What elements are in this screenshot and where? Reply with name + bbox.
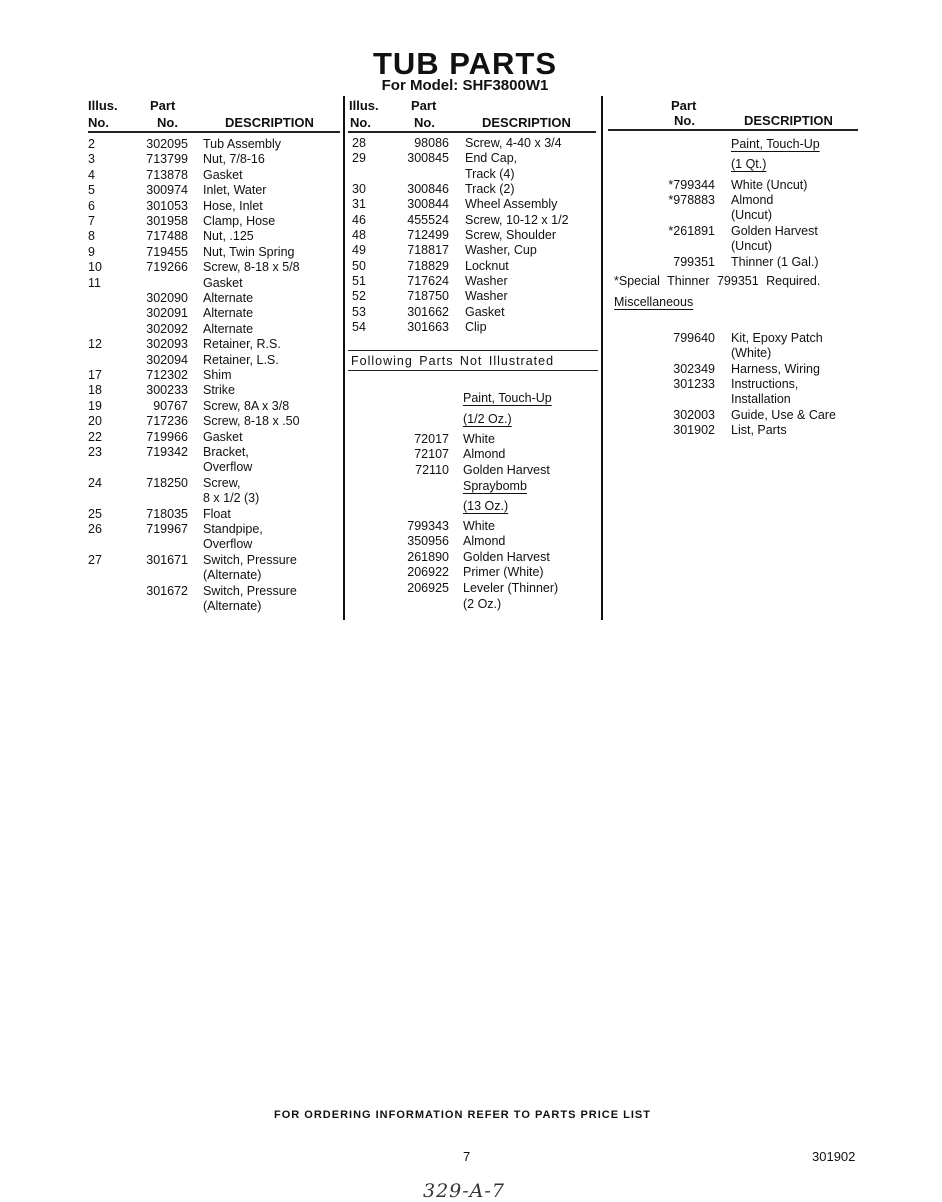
- part-description: Track (4): [465, 166, 515, 181]
- part-number: 719966: [146, 429, 188, 444]
- part-description: Nut, Twin Spring: [203, 244, 295, 259]
- part-description: (Uncut): [731, 239, 772, 253]
- part-description: Retainer, R.S.: [203, 337, 281, 352]
- part-header-right: Part: [671, 98, 697, 113]
- part-number: 719266: [146, 260, 188, 275]
- part-description: Washer, Cup: [465, 243, 537, 258]
- part-number: 206925: [407, 581, 449, 595]
- header-rule-right: [608, 129, 858, 131]
- illus-number: 46: [352, 212, 366, 227]
- part-description: (Alternate): [203, 568, 262, 583]
- part-number: 302095: [146, 137, 188, 151]
- part-number: 72017: [414, 432, 449, 446]
- illus-number: 12: [88, 337, 102, 352]
- part-description: (White): [731, 346, 772, 360]
- part-description: Nut, .125: [203, 229, 254, 244]
- illus-number: 49: [352, 243, 366, 258]
- part-description: Inlet, Water: [203, 183, 267, 198]
- part-description: (13 Oz.): [463, 499, 509, 513]
- illus-number: 17: [88, 368, 102, 382]
- misc-heading: Miscellaneous: [614, 295, 694, 309]
- part-number: 301902: [673, 423, 715, 437]
- section-rule: [348, 350, 598, 351]
- part-description: Clamp, Hose: [203, 214, 276, 228]
- part-number: 455524: [407, 212, 449, 227]
- part-no-header-mid: No.: [414, 115, 435, 130]
- illus-number: 53: [352, 304, 366, 319]
- description-header: DESCRIPTION: [225, 115, 314, 130]
- part-number: 300974: [146, 183, 188, 198]
- section-rule: [348, 370, 598, 371]
- illus-number: 26: [88, 522, 102, 536]
- part-number: 799343: [407, 519, 449, 533]
- part-number: 718817: [407, 243, 449, 258]
- part-description: (Alternate): [203, 599, 262, 613]
- part-description: Overflow: [203, 460, 253, 475]
- illus-number: 8: [88, 229, 95, 244]
- part-description: Thinner (1 Gal.): [731, 255, 819, 269]
- illus-number: 52: [352, 289, 366, 304]
- part-description: Alternate: [203, 321, 254, 336]
- column-divider: [601, 96, 603, 620]
- illus-number: 48: [352, 227, 366, 242]
- part-number: 261890: [407, 550, 449, 564]
- special-note: *Special Thinner 799351 Required.: [614, 274, 821, 288]
- illus-number: 50: [352, 258, 366, 273]
- part-number: 718035: [146, 506, 188, 521]
- part-description: Screw, 4-40 x 3/4: [465, 136, 562, 150]
- illus-number: 22: [88, 429, 102, 444]
- part-number: 72107: [414, 447, 449, 461]
- model-subtitle: For Model: SHF3800W1: [381, 77, 549, 94]
- part-description: Screw, 8A x 3/8: [203, 398, 290, 413]
- part-description: Switch, Pressure: [203, 552, 297, 567]
- part-number: 301672: [146, 583, 188, 598]
- part-description: Golden Harvest: [463, 463, 550, 477]
- illus-number: 31: [352, 197, 366, 212]
- part-number: 713878: [146, 167, 188, 182]
- part-description: Track (2): [465, 181, 515, 196]
- part-description: (1 Qt.): [731, 157, 767, 171]
- part-description: Golden Harvest: [731, 224, 818, 238]
- part-description: White (Uncut): [731, 178, 808, 192]
- handwritten-note: 329-A-7: [423, 1180, 505, 1202]
- part-number: 300844: [407, 197, 449, 212]
- part-number: 718250: [146, 475, 188, 490]
- part-number: 98086: [414, 136, 449, 150]
- illus-number: 2: [88, 137, 95, 151]
- part-description: Clip: [465, 319, 487, 334]
- part-description: (1/2 Oz.): [463, 412, 512, 426]
- part-number: 302090: [146, 291, 188, 305]
- part-number: 72110: [415, 463, 449, 477]
- part-description: Almond: [731, 193, 774, 207]
- part-number: 90767: [153, 398, 188, 413]
- part-description: Switch, Pressure: [203, 583, 297, 598]
- part-number: 799351: [673, 255, 715, 269]
- part-no-header: No.: [157, 115, 178, 130]
- part-number: 302093: [146, 337, 188, 352]
- part-number: 719967: [146, 522, 188, 536]
- part-number: 301233: [673, 377, 715, 391]
- part-description: Instructions,: [731, 377, 799, 391]
- illus-number: 23: [88, 445, 102, 459]
- illus-no-header: No.: [88, 115, 109, 130]
- part-description: List, Parts: [731, 423, 787, 437]
- part-description: Alternate: [203, 306, 254, 321]
- part-description: (Uncut): [731, 208, 772, 222]
- illus-number: 51: [352, 273, 366, 288]
- part-description: Locknut: [465, 258, 509, 273]
- header-rule-mid: [348, 131, 596, 133]
- part-description: (2 Oz.): [463, 597, 502, 611]
- illus-number: 11: [88, 275, 101, 290]
- part-description: Spraybomb: [463, 479, 527, 493]
- part-description: Retainer, L.S.: [203, 352, 279, 367]
- illus-number: 27: [88, 552, 102, 567]
- part-number: 713799: [146, 152, 188, 167]
- part-number: 719455: [146, 244, 188, 259]
- part-description: Gasket: [203, 167, 243, 182]
- part-description: Almond: [463, 447, 506, 461]
- illus-no-header-mid: No.: [350, 115, 371, 130]
- part-number: 302091: [146, 306, 188, 321]
- illus-number: 25: [88, 506, 102, 521]
- header-rule: [88, 131, 340, 133]
- illus-number: 18: [88, 383, 102, 398]
- part-number: 302094: [146, 352, 188, 367]
- part-number: 302003: [673, 408, 715, 422]
- illus-header-mid: Illus.: [349, 98, 379, 113]
- part-description: Hose, Inlet: [203, 198, 263, 213]
- part-number: 350956: [407, 534, 449, 548]
- part-description: Screw, 8-18 x 5/8: [203, 260, 300, 275]
- part-description: Standpipe,: [203, 522, 263, 536]
- part-description: Gasket: [203, 275, 243, 290]
- part-description: White: [463, 519, 495, 533]
- description-header-right: DESCRIPTION: [744, 113, 833, 128]
- part-description: Paint, Touch-Up: [463, 391, 552, 405]
- illus-number: 19: [88, 398, 102, 413]
- illus-number: 54: [352, 319, 366, 334]
- part-number: 719342: [146, 445, 188, 459]
- part-no-header-right: No.: [674, 113, 695, 128]
- part-description: Float: [203, 506, 231, 521]
- part-number: 301663: [407, 319, 449, 334]
- part-description: Harness, Wiring: [731, 362, 820, 376]
- part-description: Kit, Epoxy Patch: [731, 331, 823, 345]
- part-description: Tub Assembly: [203, 137, 282, 151]
- illus-number: 3: [88, 152, 95, 167]
- part-description: Guide, Use & Care: [731, 408, 836, 422]
- part-description: Gasket: [203, 429, 243, 444]
- part-description: Installation: [731, 392, 791, 406]
- page-number: 7: [463, 1149, 471, 1164]
- part-number: *799344: [668, 178, 715, 192]
- illus-number: 24: [88, 475, 102, 490]
- part-number: 717236: [146, 414, 188, 429]
- part-number: 718750: [407, 289, 449, 304]
- part-description: Wheel Assembly: [465, 197, 558, 212]
- part-number: 712499: [407, 227, 449, 242]
- part-number: 301662: [407, 304, 449, 319]
- illus-number: 5: [88, 183, 95, 198]
- part-description: Bracket,: [203, 445, 249, 459]
- part-number: 301053: [146, 198, 188, 213]
- part-header-mid: Part: [411, 98, 437, 113]
- part-number: 717488: [146, 229, 188, 244]
- part-number: *261891: [668, 224, 715, 238]
- part-number: *978883: [668, 193, 715, 207]
- illus-number: 4: [88, 167, 95, 182]
- part-description: Gasket: [465, 304, 505, 319]
- part-description: Washer: [465, 289, 508, 304]
- illus-number: 9: [88, 244, 95, 259]
- part-description: Screw,: [203, 475, 241, 490]
- column-divider: [343, 96, 345, 620]
- part-number: 300233: [146, 383, 188, 398]
- illus-number: 20: [88, 414, 102, 429]
- part-description: Screw, 8-18 x .50: [203, 414, 300, 429]
- part-number: 300846: [407, 181, 449, 196]
- part-description: White: [463, 432, 495, 446]
- part-description: 8 x 1/2 (3): [203, 491, 260, 506]
- illus-number: 28: [352, 136, 366, 150]
- part-number: 206922: [407, 565, 449, 579]
- part-description: Leveler (Thinner): [463, 581, 559, 595]
- part-description: Strike: [203, 383, 235, 398]
- part-number: 302349: [673, 362, 715, 376]
- part-description: Screw, Shoulder: [465, 227, 557, 242]
- part-header: Part: [150, 98, 176, 113]
- illus-number: 29: [352, 151, 366, 166]
- page-title: TUB PARTS: [372, 46, 558, 81]
- part-description: Screw, 10-12 x 1/2: [465, 212, 569, 227]
- ordering-note: FOR ORDERING INFORMATION REFER TO PARTS PRICE LIST: [274, 1109, 651, 1121]
- part-description: Washer: [465, 273, 508, 288]
- illus-number: 10: [88, 260, 102, 275]
- illus-number: 6: [88, 198, 95, 213]
- illus-header: Illus.: [88, 98, 118, 113]
- part-description: Alternate: [203, 291, 254, 305]
- part-description: Overflow: [203, 537, 253, 552]
- part-description: Nut, 7/8-16: [203, 152, 265, 167]
- description-header-mid: DESCRIPTION: [482, 115, 571, 130]
- part-description: Paint, Touch-Up: [731, 137, 820, 151]
- part-number: 300845: [407, 151, 449, 166]
- part-number: 799640: [673, 331, 715, 345]
- document-number: 301902: [812, 1149, 856, 1164]
- part-number: 301671: [146, 552, 188, 567]
- part-number: 718829: [407, 258, 449, 273]
- part-description: Almond: [463, 534, 506, 548]
- part-description: End Cap,: [465, 151, 518, 166]
- part-description: Golden Harvest: [463, 550, 550, 564]
- illus-number: 30: [352, 181, 366, 196]
- illus-number: 7: [88, 214, 95, 228]
- part-description: Primer (White): [463, 565, 544, 579]
- part-number: 717624: [407, 273, 449, 288]
- not-illustrated-heading: Following Parts Not Illustrated: [351, 354, 555, 368]
- part-number: 712302: [146, 368, 188, 382]
- part-description: Shim: [203, 368, 232, 382]
- part-number: 301958: [146, 214, 188, 228]
- part-number: 302092: [146, 321, 188, 336]
